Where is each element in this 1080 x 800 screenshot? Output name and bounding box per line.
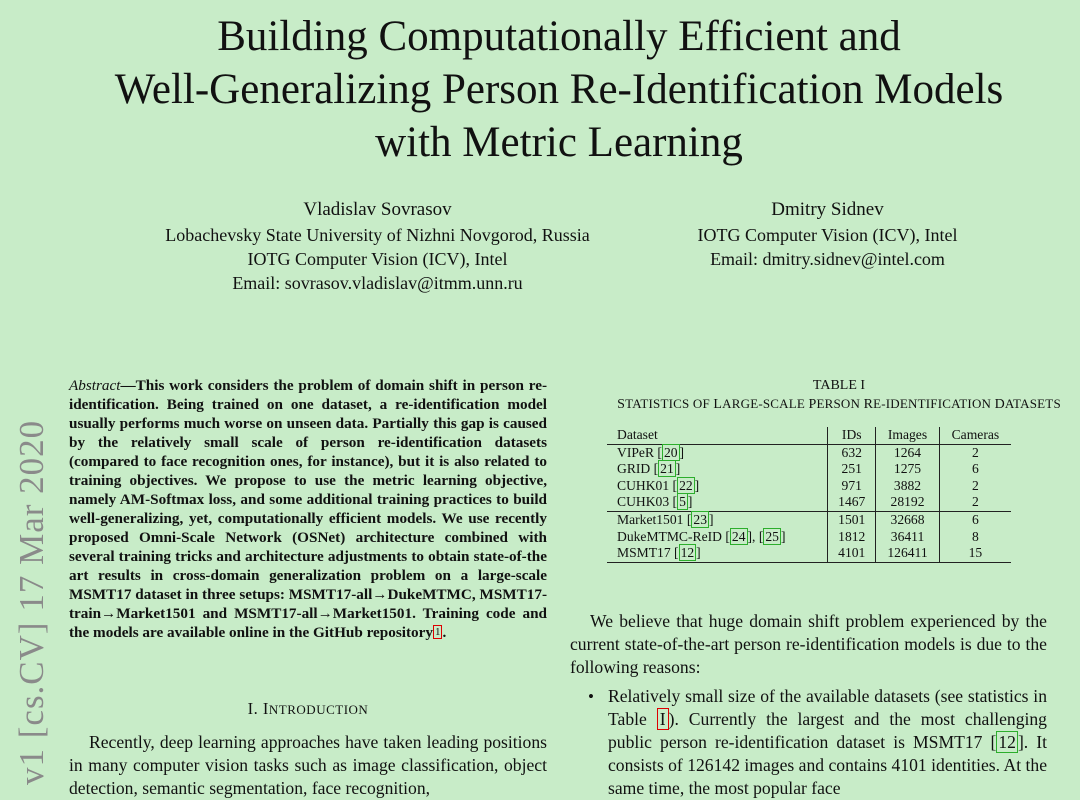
table-cell-images: 32668	[876, 511, 940, 528]
cap-rest: TATISTICS OF	[625, 396, 714, 411]
bullet-text: ). Currently the largest and the most challenging public person re-identification dataset is MSMT17	[608, 709, 1047, 752]
abstract	[69, 376, 547, 642]
table-row	[607, 511, 1011, 528]
table-cell-ids: 1812	[828, 529, 876, 546]
citation-link[interactable]: 20	[663, 444, 678, 460]
cap-rest: ATASETS	[1004, 396, 1061, 411]
table-cell-images: 126411	[876, 545, 940, 562]
table-caption	[570, 377, 1080, 414]
table-cell-ids: 632	[828, 444, 876, 461]
section-initial: I	[262, 699, 269, 718]
datasets-table	[607, 427, 1011, 563]
table-row	[607, 529, 1011, 546]
cap-initial: P	[808, 397, 817, 412]
table-row	[607, 494, 1011, 511]
bullet-text: . It consists of 126142 images and contains 4101 identities. At the same time, the most popular face	[608, 732, 1047, 798]
intro-paragraph: Recently, deep learning approaches have taken leading positions in many computer vision tasks such as image classification, object detection, semantic segmentation, face recognition,	[69, 732, 547, 798]
title-line: with Metric Learning	[375, 119, 743, 166]
citation-link[interactable]: 24	[731, 528, 746, 544]
table-cell-cameras: 15	[939, 545, 1011, 562]
abstract-dash: —	[120, 377, 136, 394]
footnote-link[interactable]: 1	[434, 626, 441, 638]
citation-link[interactable]: 21	[660, 461, 674, 477]
table-header-row	[607, 427, 1011, 444]
dataset-name-cell: VIPeR [ 20 ]	[617, 444, 685, 460]
title-line: Well-Generalizing Person Re-Identification Models	[114, 66, 1004, 113]
dataset-name-cell: Market1501 [ 23 ]	[607, 511, 828, 528]
table-cell-images: 28192	[876, 494, 940, 511]
table-row	[607, 545, 1011, 562]
dataset-name: MSMT17	[617, 545, 671, 561]
dataset-name: CUHK01	[617, 477, 670, 493]
table-row	[607, 461, 1011, 478]
dataset-name-cell: CUHK03 [ 5 ]	[617, 494, 693, 510]
author-affiliation: Lobachevsky State University of Nizhni Novgorod, Russia	[165, 225, 590, 245]
bullet-item: Relatively small size of the available datasets (see statistics in Table I ). Currently the largest and the most challenging public person re-identification dataset is MSMT17 [ 12 ]. It consists of 126142 images and contains 4101 identities. At the same time, the most popular face	[608, 686, 1047, 798]
dataset-name: Market1501	[617, 511, 684, 527]
cap-rest: ERSON	[816, 396, 864, 411]
table-header: Cameras	[939, 427, 1011, 444]
cap-rest: ARGE-SCALE	[722, 396, 809, 411]
table-row	[607, 478, 1011, 495]
table-header: Dataset	[607, 427, 828, 444]
cap-initial: L	[713, 397, 723, 412]
table-header: IDs	[828, 427, 876, 444]
table-cell-ids: 971	[828, 478, 876, 495]
arxiv-stamp: v1 [cs.CV] 17 Mar 2020	[12, 419, 51, 785]
table-cell-cameras: 2	[939, 478, 1011, 495]
author-affiliation: IOTG Computer Vision (ICV), Intel	[697, 225, 958, 245]
table-ref-link[interactable]: I	[657, 708, 669, 730]
section-number: I.	[247, 699, 259, 718]
citation-link[interactable]: 12	[680, 545, 695, 561]
cap-initial: D	[994, 397, 1005, 412]
dataset-name-cell: CUHK01 [ 22 ]	[617, 477, 700, 493]
dataset-name-cell: GRID [ 21 ]	[617, 461, 681, 477]
author-affiliation: IOTG Computer Vision (ICV), Intel	[247, 249, 508, 269]
bullet-icon: •	[588, 687, 594, 706]
table-cell-ids: 1501	[828, 511, 876, 528]
table-cell-images: 1275	[876, 461, 940, 478]
table-cell-images: 36411	[876, 529, 940, 546]
table-cell-images: 1264	[876, 444, 940, 461]
section-heading	[69, 699, 547, 719]
author-name: Dmitry Sidnev	[771, 199, 884, 220]
citation-link[interactable]: 23	[693, 511, 707, 527]
abstract-body: This work considers the problem of domain shift in person re-identification. Being trained on one dataset, a re-identification model usually performs much worse on unseen data. Partially this gap is caused by the relatively small scale of person re-identification datasets (compared to face recognition ones, for instance), but it is also related to training objectives. We propose to use the metric learning objective, namely AM-Softmax loss, and some additional training practices to build well-generalizing, yet, computationally efficient models. We use recently proposed Omni-Scale Network (OSNet) architecture combined with several training tricks and architecture adjustments to obtain state-of-the art results in cross-domain generalization problem on a large-scale MSMT17 dataset in three setups: MSMT17-all→DukeMTMC, MSMT17-train→Market1501 and MSMT17-all→Market1501. Training code and the models are available online in the GitHub repository	[69, 377, 547, 641]
table-body	[607, 444, 1011, 562]
table-cell-ids: 1467	[828, 494, 876, 511]
cap-rest: E-IDENTIFICATION	[873, 396, 995, 411]
table-header: Images	[876, 427, 940, 444]
dataset-name: GRID	[617, 461, 651, 477]
citation-link[interactable]: 5	[679, 494, 686, 510]
table-cell-cameras: 2	[939, 444, 1011, 461]
table-cell-cameras: 2	[939, 494, 1011, 511]
table-cell-cameras: 6	[939, 511, 1011, 528]
bullet-text: Relatively small size of the available datasets (see statistics in Table	[608, 686, 1047, 729]
table-title	[570, 395, 1080, 414]
dataset-name-cell: DukeMTMC-ReID [ 24 ], [ 25 ]	[617, 528, 786, 544]
title-line: Building Computationally Efficient and	[217, 13, 901, 60]
author-block-1	[120, 198, 635, 295]
abstract-lead: Abstract	[69, 377, 121, 394]
dataset-name-cell: MSMT17 [ 12 ]	[607, 545, 828, 562]
table-cell-cameras: 6	[939, 461, 1011, 478]
dataset-name: VIPeR	[617, 444, 655, 460]
author-email: Email: dmitry.sidnev@intel.com	[710, 249, 945, 269]
table-cell-images: 3882	[876, 478, 940, 495]
body-paragraph: We believe that huge domain shift problem experienced by the current state-of-the-art person re-identification models is due to the following reasons:	[570, 611, 1047, 677]
dataset-name: CUHK03	[617, 494, 670, 510]
citation-link[interactable]: 25	[765, 528, 779, 544]
citation-link[interactable]: 22	[679, 477, 693, 493]
author-block-2	[660, 198, 995, 271]
cap-initial: R	[863, 397, 874, 412]
table-cell-ids: 251	[828, 461, 876, 478]
author-email: Email: sovrasov.vladislav@itmm.unn.ru	[232, 273, 523, 293]
cap-initial: S	[617, 397, 626, 412]
table-cell-cameras: 8	[939, 529, 1011, 546]
dataset-name: DukeMTMC-ReID	[617, 528, 722, 544]
section-rest: NTRODUCTION	[268, 702, 369, 717]
abstract-end: .	[442, 624, 447, 641]
paper-title	[0, 10, 1080, 169]
table-label: TABLE I	[812, 378, 866, 393]
table-row	[607, 444, 1011, 461]
author-name: Vladislav Sovrasov	[303, 199, 452, 220]
citation-link[interactable]: 12	[998, 732, 1016, 752]
table-cell-ids: 4101	[828, 545, 876, 562]
